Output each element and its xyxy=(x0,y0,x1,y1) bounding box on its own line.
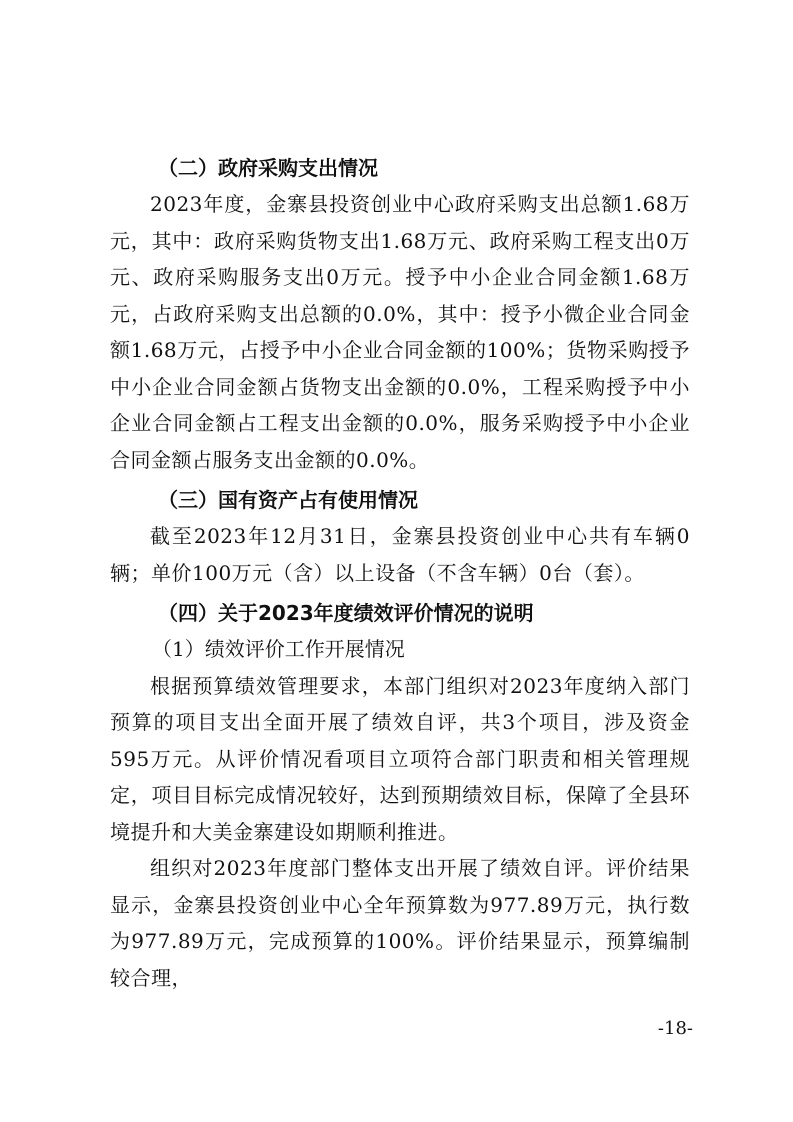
document-page xyxy=(110,150,690,996)
section-4-paragraph-1: 根据预算绩效管理要求，本部门组织对2023年度纳入部门预算的项目支出全面开展了绩效自评，共3个项目，涉及资金595万元。从评价情况看项目立项符合部门职责和相关管理规定，项目目标完成情况较好，达到预期绩效目标，保障了全县环境提升和大美金寨建设如期顺利推进。 xyxy=(110,673,690,844)
section-3-heading: （三）国有资产占有使用情况 xyxy=(158,488,418,512)
page-number: -18- xyxy=(657,1018,693,1039)
section-4-paragraph-2: 组织对2023年度部门整体支出开展了绩效自评。评价结果显示，金寨县投资创业中心全年预算数为977.89万元，执行数为977.89万元，完成预算的100%。评价结果显示，预算编制较合理， xyxy=(110,856,690,990)
section-4-subheading: （1）绩效评价工作开展情况 xyxy=(152,637,405,661)
section-3-body: 截至2023年12月31日，金寨县投资创业中心共有车辆0辆；单价100万元（含）以上设备（不含车辆）0台（套）。 xyxy=(110,524,690,585)
section-4-heading: （四）关于2023年度绩效评价情况的说明 xyxy=(158,601,534,625)
section-2-body: 2023年度，金寨县投资创业中心政府采购支出总额1.68万元，其中：政府采购货物支出1.68万元、政府采购工程支出0万元、政府采购服务支出0万元。授予中小企业合同金额1.68万元，占政府采购支出总额的0.0%，其中：授予小微企业合同金额1.68万元，占授予中小企业合同金额的100%；货物采购授予中小企业合同金额占货物支出金额的0.0%，工程采购授予中小企业合同金额占工程支出金额的0.0%，服务采购授予中小企业合同金额占服务支出金额的0.0%。 xyxy=(110,192,690,472)
section-2-heading: （二）政府采购支出情况 xyxy=(158,156,378,180)
